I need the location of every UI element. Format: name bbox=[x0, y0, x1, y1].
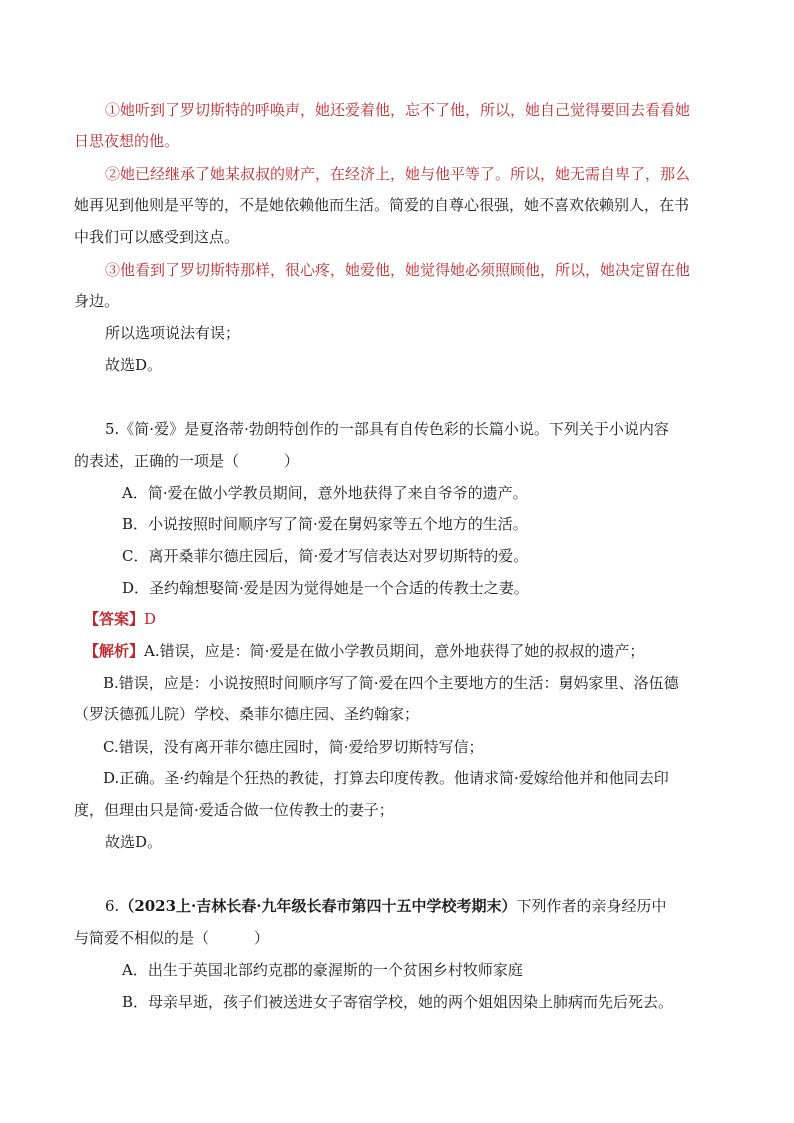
q6-option-a: A．出生于英国北部约克郡的豪渥斯的一个贫困乡村牧师家庭 bbox=[122, 961, 523, 979]
prev-analysis-point-3: ③他看到了罗切斯特那样，很心疼，她爱他，她觉得她必须照顾他，所以，她决定留在他 bbox=[105, 261, 691, 279]
prev-analysis-choice: 故选D。 bbox=[105, 356, 163, 374]
q5-stem: 5.《简·爱》是夏洛蒂·勃朗特创作的一部具有自传色彩的长篇小说。下列关于小说内容 bbox=[105, 420, 669, 438]
q5-option-c: C．离开桑菲尔德庄园后，简·爱才写信表达对罗切斯特的爱。 bbox=[122, 547, 529, 565]
prev-analysis-point-1: ①她听到了罗切斯特的呼唤声，她还爱着他，忘不了他，所以，她自己觉得要回去看看她 bbox=[105, 101, 691, 119]
q5-stem-cont: 的表述，正确的一项是（ ） bbox=[74, 452, 300, 470]
prev-analysis-point-2-cont: 她再见到他则是平等的，不是她依赖他而生活。简爱的自尊心很强，她不喜欢依赖别人，在书 bbox=[74, 196, 690, 214]
q5-analysis-b-cont: （罗沃德孤儿院）学校、桑菲尔德庄园、圣约翰家； bbox=[74, 705, 420, 723]
q5-analysis-d-cont: 度，但理由只是简·爱适合做一位传教士的妻子； bbox=[74, 801, 394, 819]
q5-analysis-b: B.错误，应是：小说按照时间顺序写了简·爱在四个主要地方的生活：舅妈家里、洛伍德 bbox=[103, 674, 679, 692]
q5-choice: 故选D。 bbox=[105, 833, 163, 851]
prev-analysis-point-3-cont: 身边。 bbox=[74, 292, 120, 310]
q6-option-b: B．母亲早逝，孩子们被送进女子寄宿学校，她的两个姐姐因染上肺病而先后死去。 bbox=[122, 993, 674, 1011]
q6-stem-text: 下列作者的亲身经历中 bbox=[516, 897, 667, 915]
prev-analysis-conclusion: 所以选项说法有误； bbox=[105, 324, 241, 342]
q5-answer bbox=[84, 608, 156, 630]
q5-analysis-d: D.正确。圣·约翰是个狂热的教徒，打算去印度传教。他请求简·爱嫁给他并和他同去印 bbox=[103, 769, 669, 787]
prev-analysis-point-2-cont2: 中我们可以感受到这点。 bbox=[74, 228, 240, 246]
prev-analysis-point-1-cont: 日思夜想的他。 bbox=[74, 132, 180, 150]
q6-stem-cont: 与简爱不相似的是（ ） bbox=[74, 929, 270, 947]
q5-option-d: D．圣约翰想娶简·爱是因为觉得她是一个合适的传教士之妻。 bbox=[122, 579, 529, 597]
q6-number: 6. bbox=[105, 897, 120, 915]
q5-analysis-c: C.错误，没有离开菲尔德庄园时，简·爱给罗切斯特写信； bbox=[103, 738, 484, 756]
analysis-a-text: A.错误，应是：简·爱是在做小学教员期间，意外地获得了她的叔叔的遗产； bbox=[144, 642, 645, 660]
analysis-label: 【解析】 bbox=[84, 642, 145, 660]
q5-analysis-a bbox=[84, 640, 644, 662]
q6-source: （2023上·吉林长春·九年级长春市第四十五中学校考期末） bbox=[119, 897, 517, 915]
q6-stem bbox=[105, 895, 667, 917]
q5-option-a: A．简·爱在做小学教员期间，意外地获得了来自爷爷的遗产。 bbox=[122, 484, 528, 502]
q5-option-b: B．小说按照时间顺序写了简·爱在舅妈家等五个地方的生活。 bbox=[122, 515, 528, 533]
answer-value: D bbox=[144, 610, 157, 628]
answer-label: 【答案】 bbox=[84, 610, 145, 628]
prev-analysis-point-2: ②她已经继承了她某叔叔的财产，在经济上，她与他平等了。所以，她无需自卑了，那么 bbox=[105, 165, 691, 183]
